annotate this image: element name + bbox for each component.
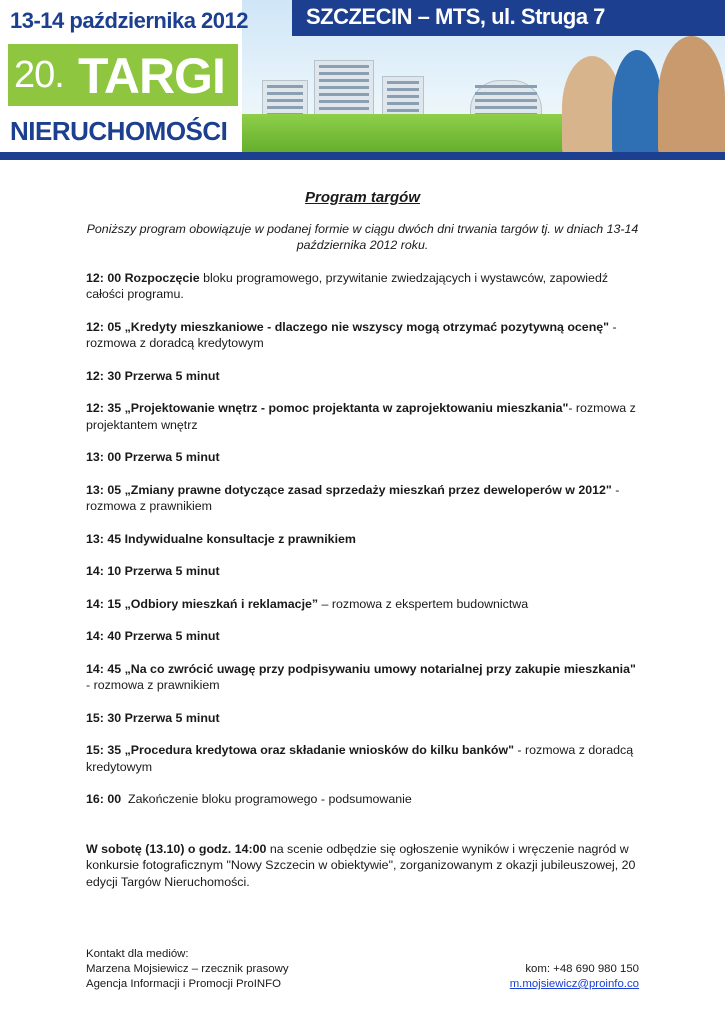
- program-item-text: bloku programowego, przywitanie zwiedzających i wystawców, zapowiedź całości programu.: [86, 270, 612, 301]
- program-item-heading: 13: 45 Indywidualne konsultacje z prawnikiem: [86, 531, 356, 546]
- program-item: [86, 449, 639, 466]
- document-body: [86, 190, 639, 906]
- closing-bold: W sobotę (13.10) o godz. 14:00: [86, 841, 267, 856]
- page-title: Program targów: [304, 189, 421, 206]
- footer-contact: [86, 947, 639, 992]
- program-item-heading: 12: 00 Rozpoczęcie: [86, 270, 200, 285]
- program-item-heading: 12: 35 „Projektowanie wnętrz - pomoc projektanta w zaprojektowaniu mieszkania": [86, 401, 569, 415]
- contact-agency: Agencja Informacji i Promocji ProINFO: [86, 978, 281, 990]
- contact-label: Kontakt dla mediów:: [86, 948, 189, 960]
- banner-dates: 13-14 października 2012: [10, 8, 248, 33]
- banner-subtitle: NIERUCHOMOŚCI: [10, 116, 228, 146]
- contact-email-link[interactable]: m.mojsiewicz@proinfo.co: [509, 978, 639, 990]
- program-item-heading: 14: 15 „Odbiory mieszkań i reklamacje”: [86, 596, 319, 611]
- program-item: [86, 628, 639, 645]
- program-item-heading: 14: 40 Przerwa 5 minut: [86, 629, 220, 643]
- closing-text: na scenie odbędzie się ogłoszenie wyników i wręczenie nagród w konkursie fotograficznym "Nowy Szczecin w obiektywie", zorganizowanym z okazji jubileuszowej, 20 edycji Targów Nieruchomości.: [86, 841, 636, 889]
- program-item-heading: 14: 45 „Na co zwrócić uwagę przy podpisywaniu umowy notarialnej przy zakupie mieszkania": [86, 661, 636, 676]
- contact-phone: kom: +48 690 980 150: [525, 963, 639, 975]
- banner-location-bar: [292, 0, 725, 36]
- program-item-heading: 12: 30 Przerwa 5 minut: [86, 368, 220, 383]
- program-item: [86, 661, 639, 694]
- program-item: [86, 368, 639, 385]
- program-item-text: Zakończenie bloku programowego - podsumowanie: [121, 792, 412, 806]
- banner-divider: [0, 152, 725, 160]
- program-item: [86, 563, 639, 580]
- program-item: [86, 791, 639, 808]
- program-item: [86, 482, 639, 515]
- program-list: [86, 270, 639, 808]
- program-item-text: – rozmowa z ekspertem budownictwa: [318, 596, 529, 611]
- event-banner: [0, 0, 725, 160]
- program-item: [86, 400, 639, 433]
- program-item-text: - rozmowa z doradcą kredytowym: [86, 743, 637, 774]
- program-item: [86, 531, 639, 548]
- banner-edition-word: TARGI: [78, 48, 225, 104]
- intro-paragraph: Poniższy program obowiązuje w podanej formie w ciągu dwóch dni trwania targów tj. w dniach 13-14 października 2012 roku.: [86, 221, 639, 252]
- banner-logo-area: [0, 0, 248, 160]
- program-item-text: - rozmowa z doradcą kredytowym: [86, 319, 621, 350]
- program-item-heading: 15: 35 „Procedura kredytowa oraz składanie wniosków do kilku banków": [86, 743, 514, 757]
- program-item-text: - rozmowa z prawnikiem: [86, 661, 640, 692]
- closing-paragraph: [86, 841, 639, 891]
- person-man-photo: [658, 36, 725, 160]
- program-item-heading: 12: 05 „Kredyty mieszkaniowe - dlaczego nie wszyscy mogą otrzymać pozytywną ocenę": [86, 319, 610, 334]
- program-item-heading: 14: 10 Przerwa 5 minut: [86, 564, 220, 578]
- program-item-heading: 13: 00 Przerwa 5 minut: [86, 450, 220, 464]
- program-item-heading: 13: 05 „Zmiany prawne dotyczące zasad sprzedaży mieszkań przez deweloperów w 2012": [86, 482, 612, 497]
- banner-edition-box: [8, 44, 238, 106]
- program-item: [86, 270, 639, 303]
- program-item-heading: 16: 00: [86, 792, 122, 806]
- program-item: [86, 742, 639, 775]
- program-item-text: - rozmowa z projektantem wnętrz: [86, 401, 640, 432]
- person-child-photo: [612, 50, 662, 160]
- banner-photo: [242, 36, 725, 160]
- banner-location: SZCZECIN – MTS, ul. Struga 7: [306, 4, 605, 29]
- contact-name: Marzena Mojsiewicz – rzecznik prasowy: [86, 963, 289, 975]
- program-item: [86, 710, 639, 727]
- banner-edition-number: 20.: [14, 54, 64, 96]
- program-item-text: - rozmowa z prawnikiem: [86, 482, 623, 513]
- program-item-heading: 15: 30 Przerwa 5 minut: [86, 710, 220, 725]
- program-item: [86, 319, 639, 352]
- program-item: [86, 596, 639, 613]
